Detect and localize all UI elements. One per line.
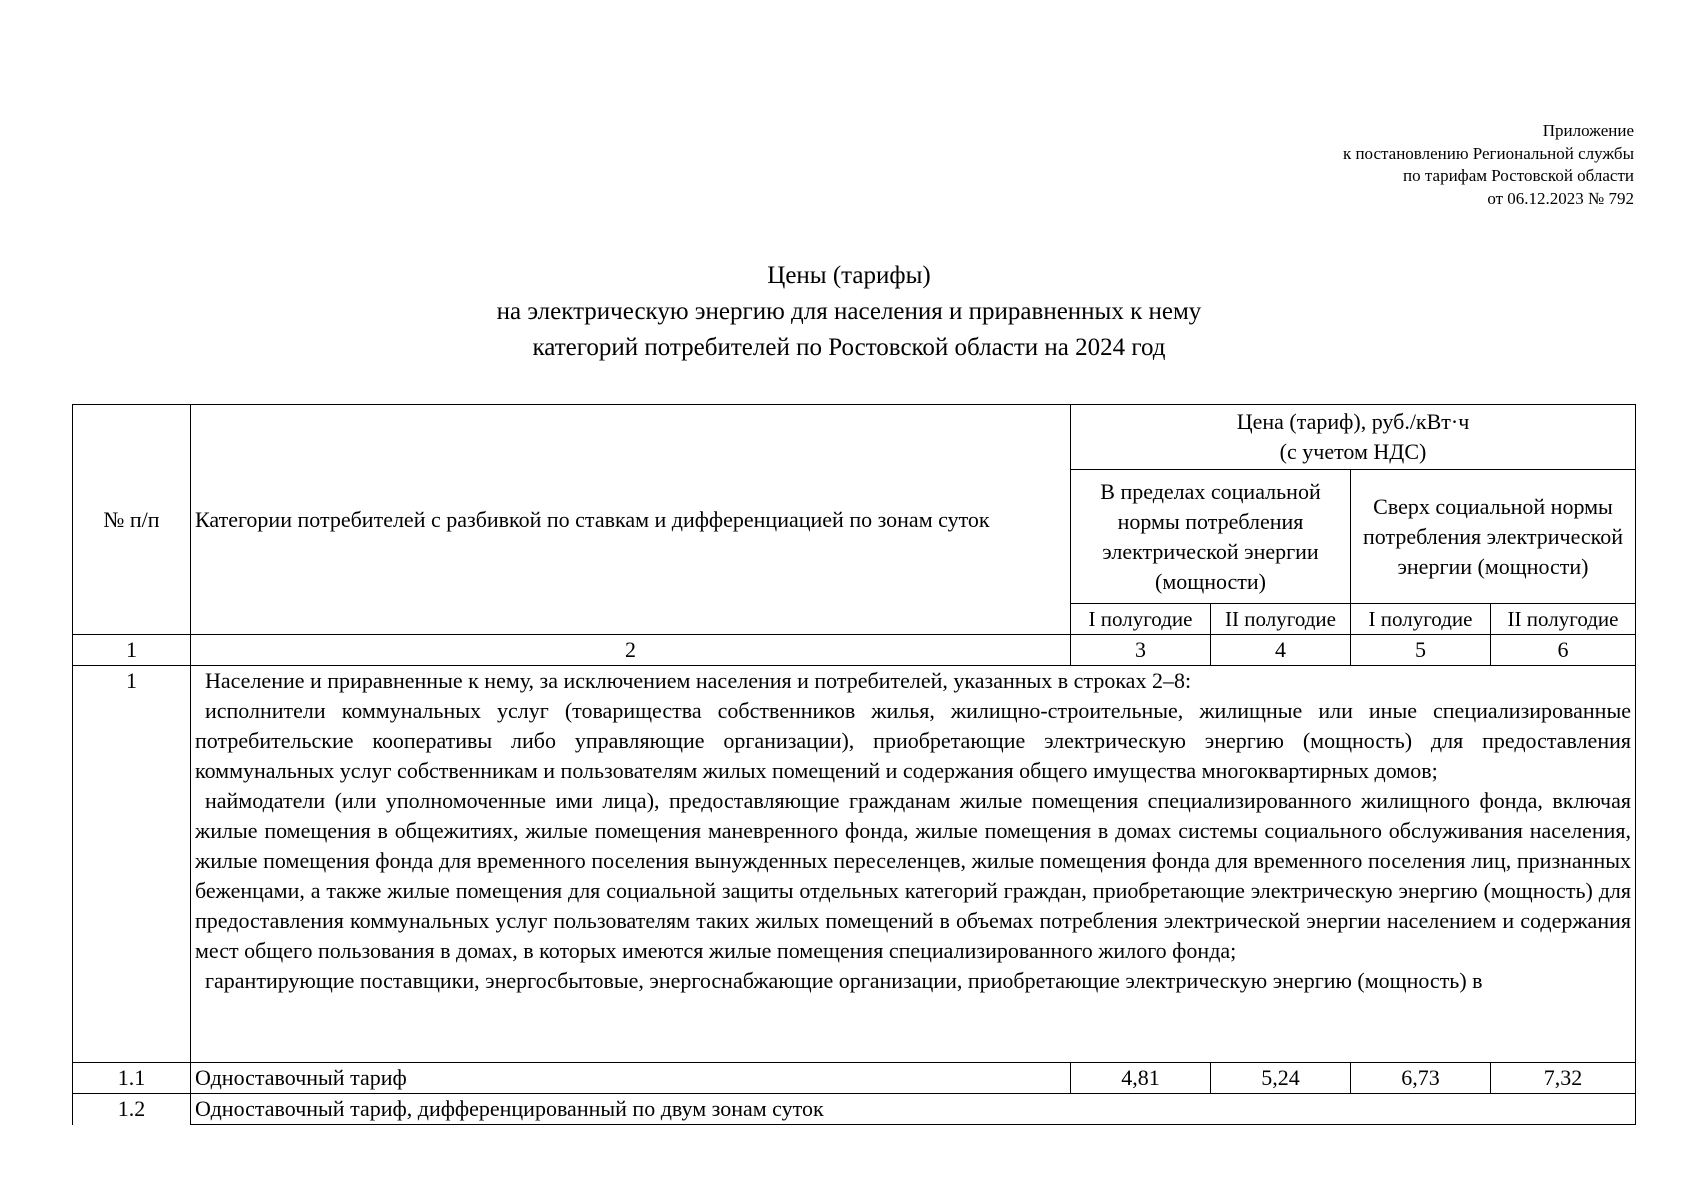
- header-category: Категории потребителей с разбивкой по ставкам и дифференциацией по зонам суток: [191, 405, 1071, 635]
- header-half-1-above: I полугодие: [1351, 604, 1491, 635]
- header-half-2-within: II полугодие: [1211, 604, 1351, 635]
- table-row: [73, 666, 1636, 1063]
- row-label: Одноставочный тариф, дифференцированный по двум зонам суток: [191, 1094, 1636, 1125]
- column-number: 3: [1071, 635, 1211, 666]
- row-number: 1.1: [73, 1063, 191, 1094]
- annex-block: [1343, 120, 1634, 210]
- table-row: [73, 1063, 1636, 1094]
- header-price-line-2: (с учетом НДС): [1279, 439, 1427, 464]
- column-number: 4: [1211, 635, 1351, 666]
- tariff-value: 4,81: [1071, 1063, 1211, 1094]
- header-price-line-1: Цена (тариф), руб./кВт·ч: [1236, 409, 1470, 434]
- column-number: 5: [1351, 635, 1491, 666]
- category-paragraphs: [195, 666, 1631, 1056]
- header-price: [1071, 405, 1636, 470]
- document-title: [0, 258, 1698, 366]
- header-half-1-within: I полугодие: [1071, 604, 1211, 635]
- tariff-value: 6,73: [1351, 1063, 1491, 1094]
- row-number: 1.2: [73, 1094, 191, 1125]
- tariff-table: [72, 404, 1636, 1125]
- row-number: 1: [73, 666, 191, 1063]
- annex-line-3: по тарифам Ростовской области: [1403, 166, 1634, 185]
- category-paragraph-2: исполнители коммунальных услуг (товарищества собственников жилья, жилищно-строительные, жилищные или иные специализированные потребительские кооперативы либо управляющие организации), приобретающие электрическую энергию (мощность) для предоставления коммунальных услуг собственникам и пользователям жилых помещений и содержания общего имущества многоквартирных домов;: [195, 698, 1631, 783]
- column-numbers-row: [73, 635, 1636, 666]
- tariff-value: 5,24: [1211, 1063, 1351, 1094]
- category-paragraph-1: Население и приравненные к нему, за исключением населения и потребителей, указанных в строках 2–8:: [205, 668, 1192, 693]
- title-line-2: на электрическую энергию для населения и приравненных к нему: [496, 298, 1202, 325]
- annex-line-1: Приложение: [1542, 121, 1634, 140]
- row-category-text: [191, 666, 1636, 1063]
- title-line-1: Цены (тарифы): [767, 262, 931, 289]
- header-within-norm: В пределах социальной нормы потребления электрической энергии (мощности): [1071, 470, 1351, 604]
- category-paragraph-3: наймодатели (или уполномоченные ими лица), предоставляющие гражданам жилые помещения специализированного жилищного фонда, включая жилые помещения в общежитиях, жилые помещения маневренного фонда, жилые помещения в домах системы социального обслуживания населения, жилые помещения фонда для временного поселения вынужденных переселенцев, жилые помещения фонда для временного поселения лиц, признанных беженцами, а также жилые помещения для социальной защиты отдельных категорий граждан, приобретающие электрическую энергию (мощность) для предоставления коммунальных услуг пользователям таких жилых помещений в объемах потребления электрической энергии населением и содержания мест общего пользования в домах, в которых имеются жилые помещения специализированного жилого фонда;: [195, 788, 1631, 963]
- column-number: 6: [1491, 635, 1636, 666]
- tariff-value: 7,32: [1491, 1063, 1636, 1094]
- header-row-price: [73, 405, 1636, 470]
- column-number: 2: [191, 635, 1071, 666]
- annex-line-2: к постановлению Региональной службы: [1342, 143, 1634, 163]
- annex-line-4: от 06.12.2023 № 792: [1487, 188, 1634, 208]
- header-half-2-above: II полугодие: [1491, 604, 1636, 635]
- category-paragraph-4: гарантирующие поставщики, энергосбытовые, энергоснабжающие организации, приобретающие электрическую энергию (мощность) в: [205, 968, 1483, 993]
- column-number: 1: [73, 635, 191, 666]
- row-label: Одноставочный тариф: [191, 1063, 1071, 1094]
- header-num: № п/п: [73, 405, 191, 635]
- title-line-3: категорий потребителей по Ростовской области на 2024 год: [532, 334, 1166, 361]
- header-above-norm: Сверх социальной нормы потребления электрической энергии (мощности): [1351, 470, 1636, 604]
- table-row: [73, 1094, 1636, 1125]
